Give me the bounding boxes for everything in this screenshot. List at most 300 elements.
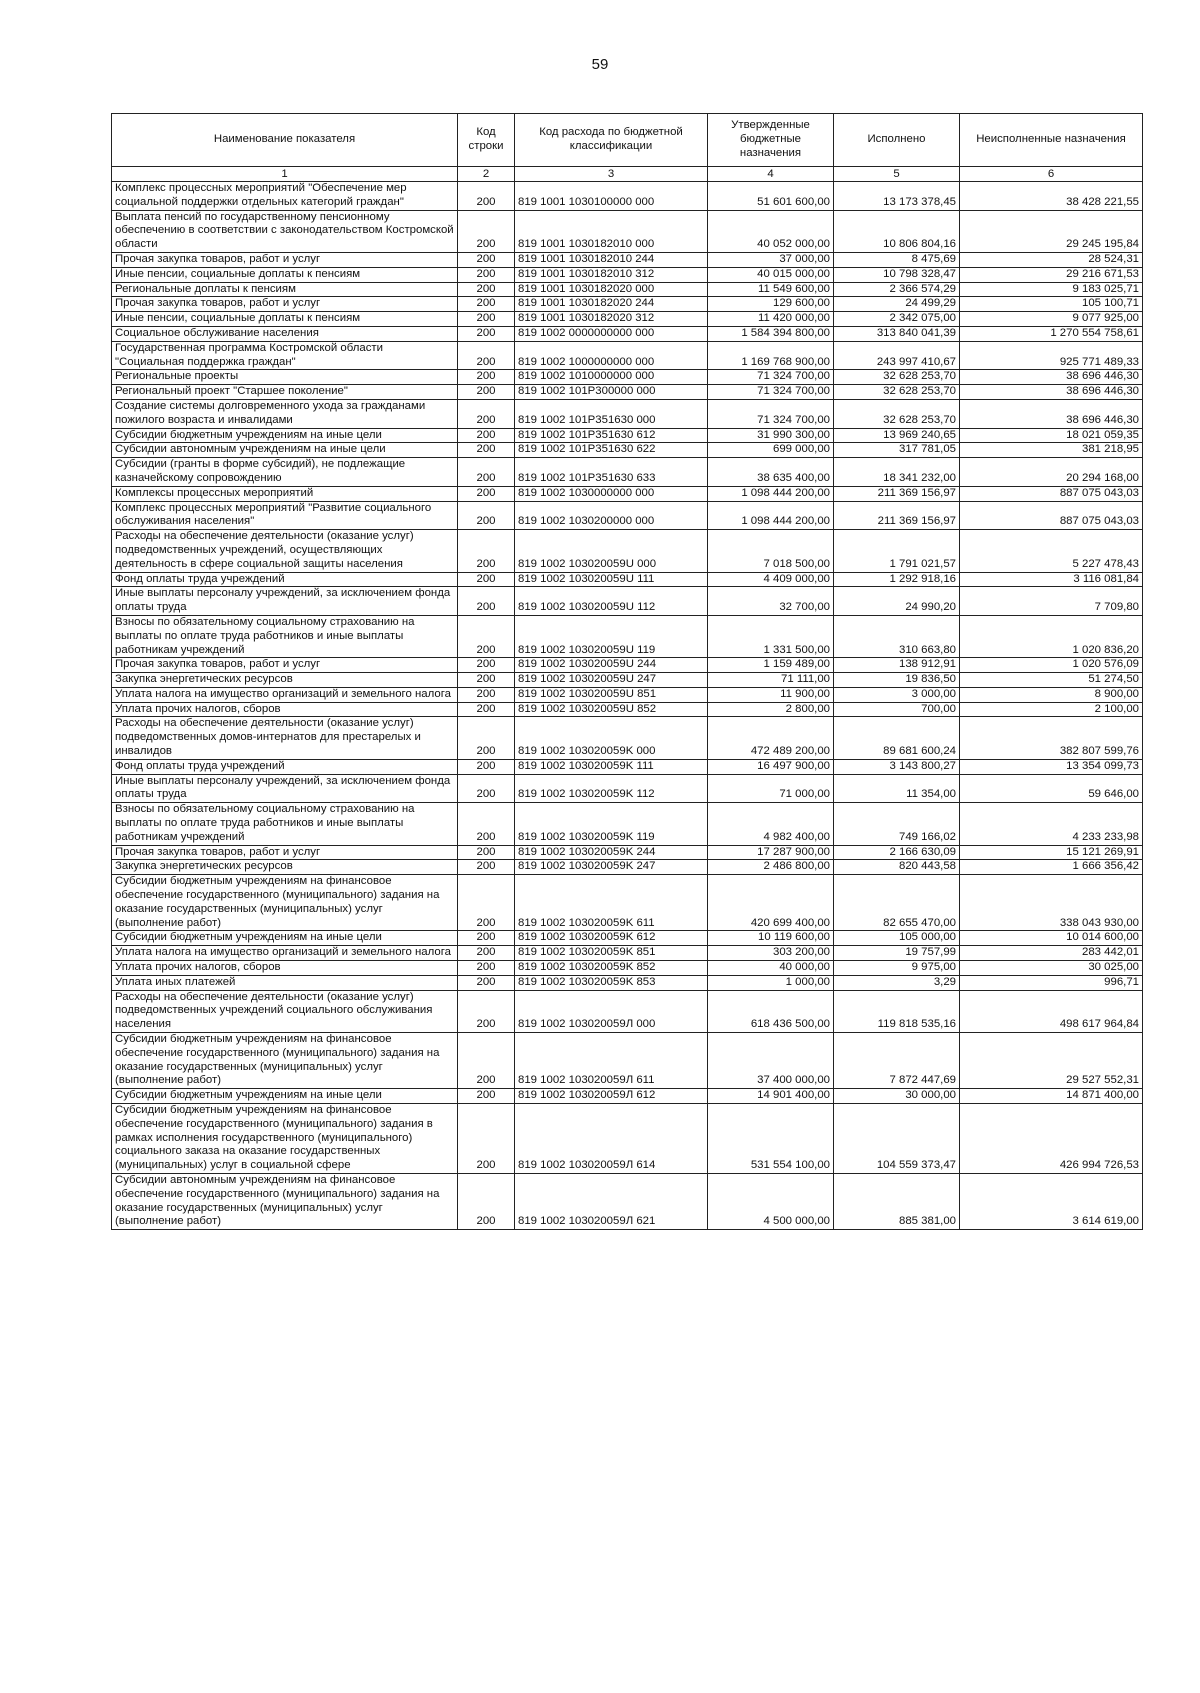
row-approved-amount: 11 900,00 xyxy=(708,687,834,702)
row-expense-code: 819 1002 103020059U 112 xyxy=(515,587,708,616)
row-expense-code: 819 1002 1010000000 000 xyxy=(515,370,708,385)
row-name: Региональные доплаты к пенсиям xyxy=(112,282,458,297)
row-name: Государственная программа Костромской области "Социальная поддержка граждан" xyxy=(112,341,458,370)
row-name: Субсидии бюджетным учреждениям на иные цели xyxy=(112,428,458,443)
table-row xyxy=(112,297,1143,312)
row-line-code: 200 xyxy=(458,297,515,312)
row-line-code: 200 xyxy=(458,458,515,487)
table-row xyxy=(112,252,1143,267)
row-line-code: 200 xyxy=(458,443,515,458)
row-expense-code: 819 1002 103020059K 112 xyxy=(515,774,708,803)
table-row xyxy=(112,1173,1143,1229)
row-name: Иные пенсии, социальные доплаты к пенсиям xyxy=(112,267,458,282)
table-row xyxy=(112,946,1143,961)
table-row xyxy=(112,312,1143,327)
row-unexecuted-amount: 38 428 221,55 xyxy=(960,182,1143,211)
header-unexecuted: Неисполненные назначения xyxy=(960,114,1143,167)
row-line-code: 200 xyxy=(458,341,515,370)
row-name: Иные выплаты персоналу учреждений, за исключением фонда оплаты труда xyxy=(112,774,458,803)
row-approved-amount: 51 601 600,00 xyxy=(708,182,834,211)
row-approved-amount: 1 159 489,00 xyxy=(708,658,834,673)
row-expense-code: 819 1002 103020059Л 614 xyxy=(515,1104,708,1174)
row-expense-code: 819 1002 103020059K 119 xyxy=(515,803,708,845)
table-header-row xyxy=(112,114,1143,167)
row-approved-amount: 303 200,00 xyxy=(708,946,834,961)
row-expense-code: 819 1002 103020059K 853 xyxy=(515,975,708,990)
row-unexecuted-amount: 498 617 964,84 xyxy=(960,990,1143,1032)
row-executed-amount: 2 166 630,09 xyxy=(834,845,960,860)
row-line-code: 200 xyxy=(458,572,515,587)
row-line-code: 200 xyxy=(458,717,515,759)
row-unexecuted-amount: 8 900,00 xyxy=(960,687,1143,702)
row-approved-amount: 618 436 500,00 xyxy=(708,990,834,1032)
row-line-code: 200 xyxy=(458,428,515,443)
row-executed-amount: 310 663,80 xyxy=(834,615,960,657)
table-row xyxy=(112,774,1143,803)
row-unexecuted-amount: 887 075 043,03 xyxy=(960,501,1143,530)
row-executed-amount: 1 292 918,16 xyxy=(834,572,960,587)
row-approved-amount: 2 486 800,00 xyxy=(708,860,834,875)
table-row xyxy=(112,803,1143,845)
row-expense-code: 819 1002 103020059U 119 xyxy=(515,615,708,657)
row-name: Взносы по обязательному социальному страхованию на выплаты по оплате труда работников и иные выплаты работникам учреждений xyxy=(112,803,458,845)
table-row xyxy=(112,486,1143,501)
table-row xyxy=(112,975,1143,990)
table-row xyxy=(112,587,1143,616)
row-expense-code: 819 1002 103020059Л 621 xyxy=(515,1173,708,1229)
row-expense-code: 819 1001 1030100000 000 xyxy=(515,182,708,211)
row-approved-amount: 40 015 000,00 xyxy=(708,267,834,282)
table-row xyxy=(112,845,1143,860)
row-line-code: 200 xyxy=(458,486,515,501)
table-row xyxy=(112,530,1143,572)
row-expense-code: 819 1001 1030182010 244 xyxy=(515,252,708,267)
row-unexecuted-amount: 20 294 168,00 xyxy=(960,458,1143,487)
row-approved-amount: 4 982 400,00 xyxy=(708,803,834,845)
row-expense-code: 819 1002 103020059K 111 xyxy=(515,759,708,774)
row-name: Фонд оплаты труда учреждений xyxy=(112,759,458,774)
row-executed-amount: 749 166,02 xyxy=(834,803,960,845)
row-unexecuted-amount: 3 614 619,00 xyxy=(960,1173,1143,1229)
row-unexecuted-amount: 28 524,31 xyxy=(960,252,1143,267)
row-unexecuted-amount: 4 233 233,98 xyxy=(960,803,1143,845)
row-name: Взносы по обязательному социальному страхованию на выплаты по оплате труда работников и иные выплаты работникам учреждений xyxy=(112,615,458,657)
row-executed-amount: 32 628 253,70 xyxy=(834,399,960,428)
column-number-row xyxy=(112,167,1143,182)
row-name: Субсидии бюджетным учреждениям на финансовое обеспечение государственного (муниципального) задания в рамках исполнения государственного (муниципального) социального заказа на оказание государственных (муниципальных) услуг в социальной сфере xyxy=(112,1104,458,1174)
row-approved-amount: 531 554 100,00 xyxy=(708,1104,834,1174)
row-executed-amount: 89 681 600,24 xyxy=(834,717,960,759)
row-line-code: 200 xyxy=(458,1104,515,1174)
row-name: Комплекс процессных мероприятий "Развитие социального обслуживания населения" xyxy=(112,501,458,530)
row-approved-amount: 40 000,00 xyxy=(708,961,834,976)
row-expense-code: 819 1001 1030182010 000 xyxy=(515,210,708,252)
row-line-code: 200 xyxy=(458,370,515,385)
row-name: Уплата прочих налогов, сборов xyxy=(112,702,458,717)
column-number: 1 xyxy=(112,167,458,182)
row-expense-code: 819 1002 1030000000 000 xyxy=(515,486,708,501)
row-unexecuted-amount: 15 121 269,91 xyxy=(960,845,1143,860)
row-line-code: 200 xyxy=(458,702,515,717)
row-executed-amount: 19 757,99 xyxy=(834,946,960,961)
row-executed-amount: 13 969 240,65 xyxy=(834,428,960,443)
row-executed-amount: 32 628 253,70 xyxy=(834,385,960,400)
row-name: Уплата прочих налогов, сборов xyxy=(112,961,458,976)
row-approved-amount: 4 409 000,00 xyxy=(708,572,834,587)
table-row xyxy=(112,1033,1143,1089)
row-name: Уплата иных платежей xyxy=(112,975,458,990)
row-unexecuted-amount: 30 025,00 xyxy=(960,961,1143,976)
row-line-code: 200 xyxy=(458,931,515,946)
row-expense-code: 819 1002 103020059Л 000 xyxy=(515,990,708,1032)
row-line-code: 200 xyxy=(458,501,515,530)
table-row xyxy=(112,210,1143,252)
table-row xyxy=(112,385,1143,400)
row-expense-code: 819 1002 103020059Л 612 xyxy=(515,1089,708,1104)
row-line-code: 200 xyxy=(458,860,515,875)
table-row xyxy=(112,759,1143,774)
table-row xyxy=(112,702,1143,717)
row-approved-amount: 10 119 600,00 xyxy=(708,931,834,946)
row-line-code: 200 xyxy=(458,587,515,616)
row-unexecuted-amount: 38 696 446,30 xyxy=(960,399,1143,428)
row-expense-code: 819 1002 103020059K 000 xyxy=(515,717,708,759)
row-expense-code: 819 1002 101P351630 622 xyxy=(515,443,708,458)
row-unexecuted-amount: 10 014 600,00 xyxy=(960,931,1143,946)
row-unexecuted-amount: 13 354 099,73 xyxy=(960,759,1143,774)
row-unexecuted-amount: 283 442,01 xyxy=(960,946,1143,961)
row-name: Закупка энергетических ресурсов xyxy=(112,860,458,875)
row-name: Прочая закупка товаров, работ и услуг xyxy=(112,252,458,267)
table-row xyxy=(112,615,1143,657)
row-approved-amount: 1 000,00 xyxy=(708,975,834,990)
row-line-code: 200 xyxy=(458,1033,515,1089)
row-line-code: 200 xyxy=(458,252,515,267)
row-unexecuted-amount: 996,71 xyxy=(960,975,1143,990)
table-row xyxy=(112,399,1143,428)
row-approved-amount: 38 635 400,00 xyxy=(708,458,834,487)
row-executed-amount: 82 655 470,00 xyxy=(834,875,960,931)
row-executed-amount: 138 912,91 xyxy=(834,658,960,673)
row-expense-code: 819 1002 103020059U 851 xyxy=(515,687,708,702)
row-executed-amount: 10 798 328,47 xyxy=(834,267,960,282)
row-unexecuted-amount: 9 183 025,71 xyxy=(960,282,1143,297)
row-approved-amount: 31 990 300,00 xyxy=(708,428,834,443)
row-line-code: 200 xyxy=(458,326,515,341)
row-approved-amount: 40 052 000,00 xyxy=(708,210,834,252)
row-name: Выплата пенсий по государственному пенсионному обеспечению в соответствии с законодательством Костромской области xyxy=(112,210,458,252)
row-executed-amount: 317 781,05 xyxy=(834,443,960,458)
row-approved-amount: 17 287 900,00 xyxy=(708,845,834,860)
row-unexecuted-amount: 925 771 489,33 xyxy=(960,341,1143,370)
row-expense-code: 819 1002 103020059U 111 xyxy=(515,572,708,587)
row-executed-amount: 3,29 xyxy=(834,975,960,990)
row-unexecuted-amount: 1 666 356,42 xyxy=(960,860,1143,875)
row-executed-amount: 9 975,00 xyxy=(834,961,960,976)
table-row xyxy=(112,182,1143,211)
row-approved-amount: 71 324 700,00 xyxy=(708,385,834,400)
row-name: Субсидии бюджетным учреждениям на финансовое обеспечение государственного (муниципального) задания на оказание государственных (муниципальных) услуг (выполнение работ) xyxy=(112,875,458,931)
row-executed-amount: 820 443,58 xyxy=(834,860,960,875)
row-approved-amount: 71 111,00 xyxy=(708,673,834,688)
budget-execution-table xyxy=(111,113,1143,1230)
row-expense-code: 819 1001 1030182020 244 xyxy=(515,297,708,312)
row-unexecuted-amount: 338 043 930,00 xyxy=(960,875,1143,931)
row-line-code: 200 xyxy=(458,399,515,428)
row-approved-amount: 71 000,00 xyxy=(708,774,834,803)
row-line-code: 200 xyxy=(458,182,515,211)
row-line-code: 200 xyxy=(458,975,515,990)
row-expense-code: 819 1002 103020059Л 611 xyxy=(515,1033,708,1089)
table-row xyxy=(112,282,1143,297)
row-approved-amount: 699 000,00 xyxy=(708,443,834,458)
row-name: Расходы на обеспечение деятельности (оказание услуг) подведомственных домов-интернатов для престарелых и инвалидов xyxy=(112,717,458,759)
row-line-code: 200 xyxy=(458,961,515,976)
row-expense-code: 819 1002 103020059U 244 xyxy=(515,658,708,673)
row-unexecuted-amount: 14 871 400,00 xyxy=(960,1089,1143,1104)
header-indicator-name: Наименование показателя xyxy=(112,114,458,167)
row-expense-code: 819 1002 101P351630 633 xyxy=(515,458,708,487)
table-row xyxy=(112,341,1143,370)
row-expense-code: 819 1002 101P351630 612 xyxy=(515,428,708,443)
table-row xyxy=(112,443,1143,458)
row-line-code: 200 xyxy=(458,658,515,673)
row-executed-amount: 24 499,29 xyxy=(834,297,960,312)
row-approved-amount: 1 098 444 200,00 xyxy=(708,501,834,530)
row-executed-amount: 3 143 800,27 xyxy=(834,759,960,774)
table-row xyxy=(112,658,1143,673)
table-row xyxy=(112,875,1143,931)
row-unexecuted-amount: 5 227 478,43 xyxy=(960,530,1143,572)
row-line-code: 200 xyxy=(458,1089,515,1104)
table-row xyxy=(112,717,1143,759)
table-row xyxy=(112,326,1143,341)
row-executed-amount: 105 000,00 xyxy=(834,931,960,946)
row-expense-code: 819 1002 103020059K 851 xyxy=(515,946,708,961)
row-executed-amount: 2 342 075,00 xyxy=(834,312,960,327)
row-executed-amount: 2 366 574,29 xyxy=(834,282,960,297)
table-row xyxy=(112,1089,1143,1104)
header-line-code: Код строки xyxy=(458,114,515,167)
row-executed-amount: 211 369 156,97 xyxy=(834,501,960,530)
row-approved-amount: 32 700,00 xyxy=(708,587,834,616)
row-unexecuted-amount: 105 100,71 xyxy=(960,297,1143,312)
table-row xyxy=(112,687,1143,702)
row-line-code: 200 xyxy=(458,530,515,572)
table-row xyxy=(112,860,1143,875)
row-line-code: 200 xyxy=(458,687,515,702)
row-executed-amount: 243 997 410,67 xyxy=(834,341,960,370)
row-name: Субсидии бюджетным учреждениям на иные цели xyxy=(112,1089,458,1104)
row-expense-code: 819 1002 103020059U 852 xyxy=(515,702,708,717)
row-unexecuted-amount: 3 116 081,84 xyxy=(960,572,1143,587)
header-expense-code: Код расхода по бюджетной классификации xyxy=(515,114,708,167)
row-unexecuted-amount: 38 696 446,30 xyxy=(960,385,1143,400)
row-expense-code: 819 1001 1030182010 312 xyxy=(515,267,708,282)
header-approved: Утвержденные бюджетные назначения xyxy=(708,114,834,167)
row-executed-amount: 7 872 447,69 xyxy=(834,1033,960,1089)
row-executed-amount: 700,00 xyxy=(834,702,960,717)
row-approved-amount: 472 489 200,00 xyxy=(708,717,834,759)
row-approved-amount: 11 420 000,00 xyxy=(708,312,834,327)
row-unexecuted-amount: 51 274,50 xyxy=(960,673,1143,688)
row-expense-code: 819 1002 103020059U 247 xyxy=(515,673,708,688)
row-unexecuted-amount: 2 100,00 xyxy=(960,702,1143,717)
table-row xyxy=(112,572,1143,587)
row-unexecuted-amount: 18 021 059,35 xyxy=(960,428,1143,443)
row-executed-amount: 3 000,00 xyxy=(834,687,960,702)
table-row xyxy=(112,1104,1143,1174)
row-line-code: 200 xyxy=(458,673,515,688)
row-unexecuted-amount: 9 077 925,00 xyxy=(960,312,1143,327)
row-executed-amount: 13 173 378,45 xyxy=(834,182,960,211)
row-name: Региональные проекты xyxy=(112,370,458,385)
row-executed-amount: 119 818 535,16 xyxy=(834,990,960,1032)
row-approved-amount: 71 324 700,00 xyxy=(708,370,834,385)
row-expense-code: 819 1002 1030200000 000 xyxy=(515,501,708,530)
row-name: Прочая закупка товаров, работ и услуг xyxy=(112,845,458,860)
row-executed-amount: 30 000,00 xyxy=(834,1089,960,1104)
table-row xyxy=(112,428,1143,443)
row-line-code: 200 xyxy=(458,385,515,400)
row-unexecuted-amount: 1 270 554 758,61 xyxy=(960,326,1143,341)
row-name: Расходы на обеспечение деятельности (оказание услуг) подведомственных учреждений социального обслуживания населения xyxy=(112,990,458,1032)
row-expense-code: 819 1002 103020059U 000 xyxy=(515,530,708,572)
row-expense-code: 819 1002 103020059K 611 xyxy=(515,875,708,931)
row-unexecuted-amount: 381 218,95 xyxy=(960,443,1143,458)
row-unexecuted-amount: 29 527 552,31 xyxy=(960,1033,1143,1089)
row-unexecuted-amount: 38 696 446,30 xyxy=(960,370,1143,385)
row-line-code: 200 xyxy=(458,845,515,860)
row-executed-amount: 10 806 804,16 xyxy=(834,210,960,252)
row-line-code: 200 xyxy=(458,990,515,1032)
row-name: Расходы на обеспечение деятельности (оказание услуг) подведомственных учреждений, осуществляющих деятельность в сфере социальной защиты населения xyxy=(112,530,458,572)
row-approved-amount: 37 000,00 xyxy=(708,252,834,267)
row-unexecuted-amount: 1 020 576,09 xyxy=(960,658,1143,673)
column-number: 3 xyxy=(515,167,708,182)
row-expense-code: 819 1002 103020059K 612 xyxy=(515,931,708,946)
row-name: Уплата налога на имущество организаций и земельного налога xyxy=(112,946,458,961)
row-line-code: 200 xyxy=(458,282,515,297)
row-line-code: 200 xyxy=(458,312,515,327)
row-unexecuted-amount: 29 245 195,84 xyxy=(960,210,1143,252)
row-name: Иные пенсии, социальные доплаты к пенсиям xyxy=(112,312,458,327)
page-number: 59 xyxy=(591,56,609,73)
row-unexecuted-amount: 7 709,80 xyxy=(960,587,1143,616)
row-unexecuted-amount: 59 646,00 xyxy=(960,774,1143,803)
table-row xyxy=(112,673,1143,688)
row-name: Закупка энергетических ресурсов xyxy=(112,673,458,688)
table-row xyxy=(112,990,1143,1032)
row-unexecuted-amount: 29 216 671,53 xyxy=(960,267,1143,282)
row-unexecuted-amount: 887 075 043,03 xyxy=(960,486,1143,501)
row-name: Прочая закупка товаров, работ и услуг xyxy=(112,658,458,673)
row-name: Комплексы процессных мероприятий xyxy=(112,486,458,501)
table-row xyxy=(112,267,1143,282)
row-approved-amount: 2 800,00 xyxy=(708,702,834,717)
table-row xyxy=(112,501,1143,530)
row-line-code: 200 xyxy=(458,1173,515,1229)
row-expense-code: 819 1002 103020059K 247 xyxy=(515,860,708,875)
row-line-code: 200 xyxy=(458,875,515,931)
row-executed-amount: 313 840 041,39 xyxy=(834,326,960,341)
column-number: 5 xyxy=(834,167,960,182)
table-row xyxy=(112,961,1143,976)
row-approved-amount: 71 324 700,00 xyxy=(708,399,834,428)
row-approved-amount: 16 497 900,00 xyxy=(708,759,834,774)
table-body xyxy=(112,182,1143,1230)
row-approved-amount: 129 600,00 xyxy=(708,297,834,312)
row-line-code: 200 xyxy=(458,803,515,845)
row-name: Субсидии (гранты в форме субсидий), не подлежащие казначейскому сопровождению xyxy=(112,458,458,487)
row-executed-amount: 11 354,00 xyxy=(834,774,960,803)
row-executed-amount: 18 341 232,00 xyxy=(834,458,960,487)
row-expense-code: 819 1002 101P351630 000 xyxy=(515,399,708,428)
row-name: Субсидии бюджетным учреждениям на иные цели xyxy=(112,931,458,946)
column-number: 6 xyxy=(960,167,1143,182)
row-expense-code: 819 1002 0000000000 000 xyxy=(515,326,708,341)
row-approved-amount: 1 331 500,00 xyxy=(708,615,834,657)
row-expense-code: 819 1002 103020059K 852 xyxy=(515,961,708,976)
row-expense-code: 819 1001 1030182020 000 xyxy=(515,282,708,297)
row-expense-code: 819 1002 103020059K 244 xyxy=(515,845,708,860)
column-number: 4 xyxy=(708,167,834,182)
row-approved-amount: 37 400 000,00 xyxy=(708,1033,834,1089)
row-executed-amount: 1 791 021,57 xyxy=(834,530,960,572)
row-approved-amount: 1 584 394 800,00 xyxy=(708,326,834,341)
row-line-code: 200 xyxy=(458,759,515,774)
row-executed-amount: 104 559 373,47 xyxy=(834,1104,960,1174)
row-approved-amount: 11 549 600,00 xyxy=(708,282,834,297)
row-expense-code: 819 1002 1000000000 000 xyxy=(515,341,708,370)
row-line-code: 200 xyxy=(458,946,515,961)
column-number: 2 xyxy=(458,167,515,182)
row-name: Комплекс процессных мероприятий "Обеспечение мер социальной поддержки отдельных категорий граждан" xyxy=(112,182,458,211)
row-approved-amount: 4 500 000,00 xyxy=(708,1173,834,1229)
row-name: Фонд оплаты труда учреждений xyxy=(112,572,458,587)
row-executed-amount: 211 369 156,97 xyxy=(834,486,960,501)
row-approved-amount: 7 018 500,00 xyxy=(708,530,834,572)
row-unexecuted-amount: 1 020 836,20 xyxy=(960,615,1143,657)
row-unexecuted-amount: 382 807 599,76 xyxy=(960,717,1143,759)
row-executed-amount: 885 381,00 xyxy=(834,1173,960,1229)
row-line-code: 200 xyxy=(458,615,515,657)
row-approved-amount: 1 169 768 900,00 xyxy=(708,341,834,370)
table-row xyxy=(112,458,1143,487)
row-name: Иные выплаты персоналу учреждений, за исключением фонда оплаты труда xyxy=(112,587,458,616)
row-executed-amount: 8 475,69 xyxy=(834,252,960,267)
row-name: Социальное обслуживание населения xyxy=(112,326,458,341)
row-approved-amount: 1 098 444 200,00 xyxy=(708,486,834,501)
row-executed-amount: 24 990,20 xyxy=(834,587,960,616)
row-name: Создание системы долговременного ухода за гражданами пожилого возраста и инвалидами xyxy=(112,399,458,428)
row-name: Региональный проект "Старшее поколение" xyxy=(112,385,458,400)
row-line-code: 200 xyxy=(458,267,515,282)
row-expense-code: 819 1001 1030182020 312 xyxy=(515,312,708,327)
row-executed-amount: 32 628 253,70 xyxy=(834,370,960,385)
row-name: Субсидии автономным учреждениям на финансовое обеспечение государственного (муниципального) задания на оказание государственных (муниципальных) услуг (выполнение работ) xyxy=(112,1173,458,1229)
row-expense-code: 819 1002 101P300000 000 xyxy=(515,385,708,400)
table-row xyxy=(112,931,1143,946)
row-unexecuted-amount: 426 994 726,53 xyxy=(960,1104,1143,1174)
row-name: Субсидии бюджетным учреждениям на финансовое обеспечение государственного (муниципального) задания на оказание государственных (муниципальных) услуг (выполнение работ) xyxy=(112,1033,458,1089)
row-line-code: 200 xyxy=(458,210,515,252)
row-executed-amount: 19 836,50 xyxy=(834,673,960,688)
row-name: Прочая закупка товаров, работ и услуг xyxy=(112,297,458,312)
header-executed: Исполнено xyxy=(834,114,960,167)
row-approved-amount: 14 901 400,00 xyxy=(708,1089,834,1104)
row-name: Субсидии автономным учреждениям на иные цели xyxy=(112,443,458,458)
